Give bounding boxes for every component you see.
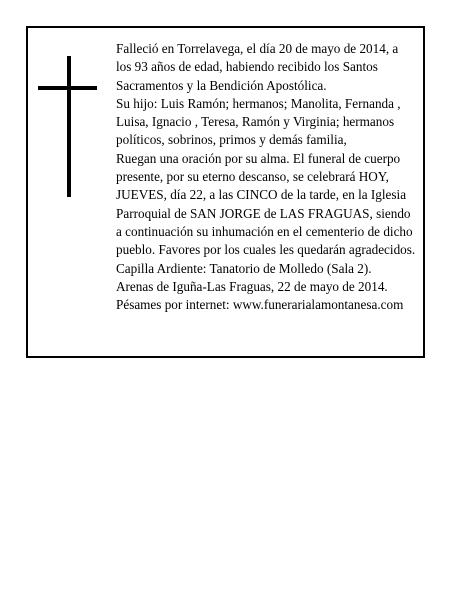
cross-horizontal-bar bbox=[38, 86, 97, 90]
cross-vertical-bar bbox=[67, 56, 71, 197]
death-announcement: Falleció en Torrelavega, el día 20 de mayo de 2014, a los 93 años de edad, habiendo recibido los Santos Sacramentos y la Bendición Apostólica. bbox=[116, 41, 399, 93]
obituary-text bbox=[116, 40, 416, 314]
obituary-notice bbox=[26, 26, 425, 358]
family-list: Su hijo: Luis Ramón; hermanos; Manolita, Fernanda , Luisa, Ignacio , Teresa, Ramón y Virginia; hermanos políticos, sobrinos, primos y demás familia, bbox=[116, 95, 401, 148]
funeral-details: Ruegan una oración por su alma. El funeral de cuerpo presente, por su eterno descanso, se celebrará HOY, JUEVES, día 22, a las CINCO de la tarde, en la Iglesia Parroquial de SAN JORGE de LAS FRAGUAS, siendo a continuación su inhumación en el cementerio de dicho pueblo. Favores por los cuales les quedarán agradecidos. Capilla Ardiente: Tanatorio de Molledo (Sala 2). bbox=[116, 150, 416, 276]
place-and-date: Arenas de Iguña-Las Fraguas, 22 de mayo de 2014. bbox=[116, 278, 388, 294]
condolences-website: Pésames por internet: www.funerarialamontanesa.com bbox=[116, 297, 404, 313]
